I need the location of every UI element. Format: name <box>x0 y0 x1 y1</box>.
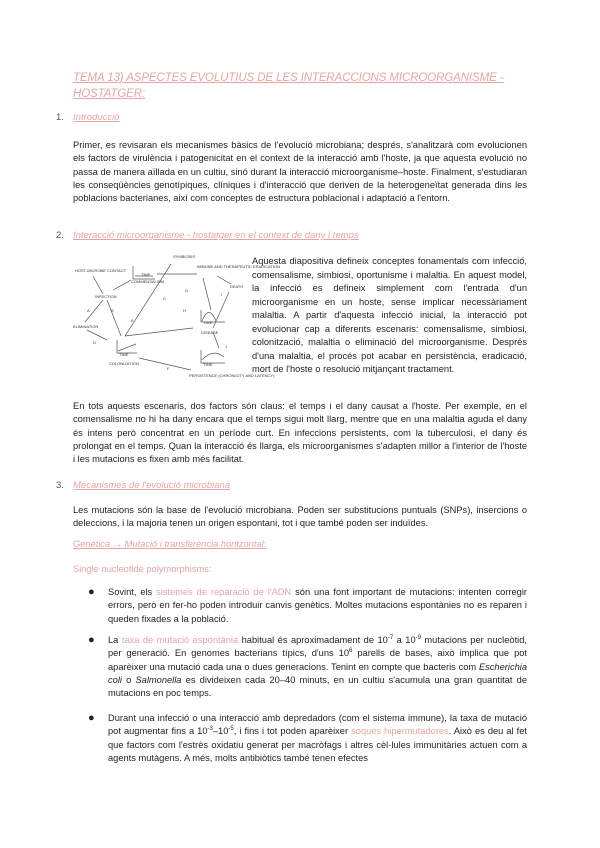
section-1-number: 1. <box>56 112 64 123</box>
diagram-letter-a: A <box>87 308 90 313</box>
damage-time-paragraph: En tots aquests escenaris, dos factors són claus: el temps i el dany causat a l'hoste. Per exemple, en el comensalisme no hi ha dany encara que el temps sigui molt llarg, mentre que en una malaltia aguda el dany és intens però concentrat en un període curt. En infeccions persistents, com la tuberculosi, el dany és prolongat en el temps. Quan la interacció és llarga, els microorganismes s'adapten millor a l'interior de l'hoste i les mutacions es fixen amb més facilitat. <box>73 401 527 465</box>
diagram-death-label: DEATH <box>230 284 244 289</box>
diagram-colonization-label: COLONIZATION <box>109 361 139 366</box>
diagram-persistence-label: PERSISTENCE (CHRONICITY AND LATENCY) <box>189 373 275 378</box>
diagram-infection-label: INFECTION <box>95 294 117 299</box>
mutations-paragraph: Les mutacions són la base de l'evolució microbiana. Poden ser substitucions puntuals (SNPs), insercions o deleccions, i la majoria tenen un origen espontani, tot i que també poden ser induïdes. <box>73 505 527 529</box>
diagram-time-label-2: TIME <box>203 320 213 325</box>
host-microbe-diagram <box>73 252 280 388</box>
diagram-letter-b: B <box>111 308 114 313</box>
repair-bullet-text: Sovint, els sistemes de reparació de l'ADN són una font important de mutacions: intenten corregir errors, però en fer-ho poden introduir canvis genètics. Moltes mutacions espontànies no es reparen i queden fixades a la població. <box>108 587 527 624</box>
infection-mutation-bullet-text: Durant una infecció o una interacció amb depredadors (com el sistema immune), la taxa de mutació pot augmentar fins a $10^{-3}-10^{-5}$, i fins i tot poden aparèixer soques hipermutadores. Això es deu al fet que factors com l'estrès oxidatiu generat per macròfags i altres cèl·lules immunitàries actuen com a agents mutàgens. A més, molts antibiòtics també tenen efectes <box>108 713 527 763</box>
diagram-commensalism-label: COMMENSALISM <box>131 279 164 284</box>
document-title: TEMA 13) ASPECTES EVOLUTIUS DE LES INTERACCIONS MICROORGANISME - HOSTATGER: <box>73 72 504 100</box>
diagram-letter-c: C <box>163 296 166 301</box>
diagram-letter-f: F <box>167 366 170 371</box>
diagram-host-label: HOST-MICROBE CONTACT <box>75 268 127 273</box>
diagram-letter-g: G <box>185 288 189 293</box>
diagram-symbiosis-label: SYMBIOSIS <box>173 254 196 259</box>
diagram-immune-label: IMMUNE AND THERAPEUTIC ERADICATION <box>197 264 280 269</box>
section-1-label: Introducció <box>73 112 120 123</box>
section-2-label: Interacció microorganisme - hostatger en el context de dany i temps <box>73 230 359 241</box>
genetics-subheading: Genètica → Mutació i transferència horitzontal: <box>73 539 267 549</box>
mutation-rate-bullet-text: La taxa de mutació espontània habitual és aproximadament de $10^{-7}$ a $10^{-9}$ mutacions per nucleòtid, per generació. En genomes bacterians típics, d'uns $10^6$ parells de bases, això implica que pot aparèixer una mutació cada una o dues generacions. Tenint en compte que bacteris com Escherichia coli o Salmonella es divideixen cada 20–40 minuts, en un cultiu s'acumula una gran quantitat de mutacions en poc temps. <box>108 634 527 699</box>
diagram-letter-i: I <box>221 292 223 297</box>
bullet-marker-1: ● <box>88 586 95 598</box>
mutation-rate-term: taxa de mutació espontània <box>121 635 239 645</box>
section-3-label: Mecanismes de l'evolució microbiana <box>73 480 231 491</box>
section-3-number: 3. <box>56 480 64 491</box>
section-1-heading <box>56 112 119 123</box>
section-3-heading <box>56 480 230 491</box>
dna-repair-term: sistemes de reparació de l'ADN <box>156 587 292 597</box>
bullet-marker-3: ● <box>88 712 95 724</box>
section-2-heading <box>56 230 359 241</box>
diagram-elimination-label: ELIMINATION <box>73 324 99 329</box>
bullet-marker-2: ● <box>88 634 95 646</box>
diagram-letter-h: H <box>183 308 186 313</box>
diagram-disease-label: DISEASE <box>201 330 219 335</box>
hypermutator-term: soques hipermutadores <box>351 726 449 737</box>
diagram-letter-d: D <box>93 340 96 345</box>
diagram-letter-j: J <box>225 344 227 349</box>
diagram-letter-e: E <box>131 318 134 323</box>
diagram-time-label-4: TIME <box>141 272 151 277</box>
diagram-time-label-1: TIME <box>119 352 129 357</box>
section-2-number: 2. <box>56 230 64 241</box>
diagram-description: Aquesta diapositiva defineix conceptes fonamentals com infecció, comensalisme, simbiosi, oportunisme i malaltia. En aquest model, la infecció es defineix simplement com l'entrada d'un microorganisme en un hoste, sense implicar necessàriament malaltia. A partir d'aquesta infecció inicial, la interacció pot evolucionar cap a diferents escenaris: comensalisme, simbiosi, colonització, malaltia o eliminació del microorganisme. Després d'una malaltia, el procés pot acabar en persistència, eradicació, mort de l'hoste o resolució mitjançant tractament. <box>252 256 527 374</box>
diagram-time-label-3: TIME <box>203 362 213 367</box>
snp-subheading: Single nucleotide polymorphisms: <box>73 564 212 574</box>
intro-paragraph: Primer, es revisaran els mecanismes bàsics de l'evolució microbiana; després, s'analitzarà com evolucionen els factors de virulència i patogenicitat en el context de la interacció amb l'hoste, ja que aquesta evolució no passa de manera aïllada en un cultiu, sinó durant la interacció microorganisme–hoste. Finalment, s'estudiaran les conseqüències genotípiques, clíniques i d'interacció que deriven de la heterogeneïtat generada dins les poblacions bacterianes, així com conceptes de estructura poblacional i adaptació a l'entorn. <box>73 140 527 204</box>
